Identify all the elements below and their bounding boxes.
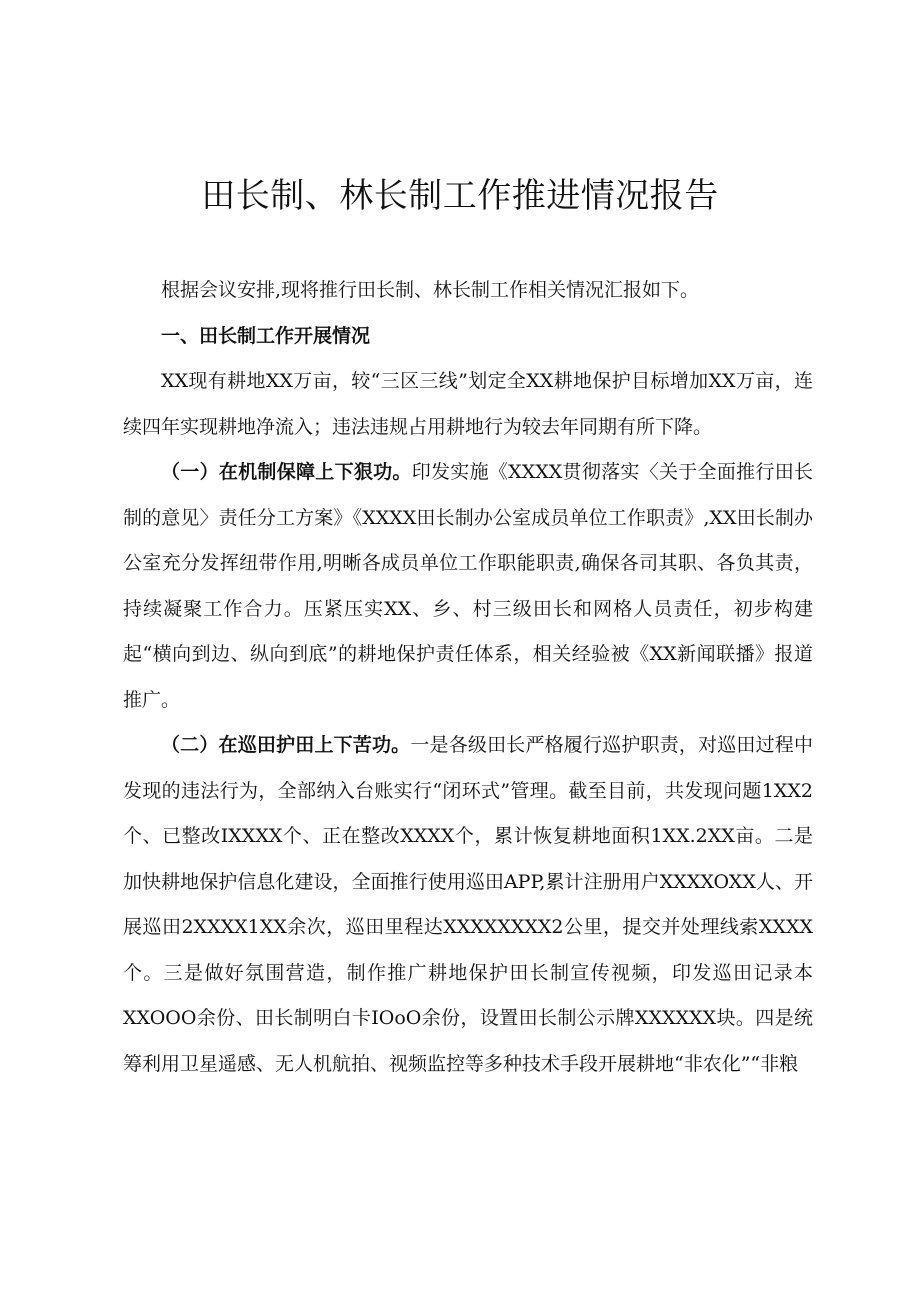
section-summary-paragraph: XX现有耕地XX万亩，较“三区三线”划定全XX耕地保护目标增加XX万亩，连续四年实现耕地净流入；违法违规占用耕地行为较去年同期有所下降。 bbox=[123, 370, 813, 438]
document-body bbox=[123, 268, 813, 1087]
document-title: 田长制、林长制工作推进情况报告 bbox=[201, 176, 719, 216]
intro-paragraph: 根据会议安排,现将推行田长制、林长制工作相关情况汇报如下。 bbox=[161, 279, 700, 301]
subsection-1-body: 印发实施《XXXX贯彻落实〈关于全面推行田长制的意见〉责任分工方案》《XXXX田长制办公室成员单位工作职责》,XX田长制办公室充分发挥纽带作用,明晰各成员单位工作职能职责,确保各司其职、各负其责，持续凝聚工作合力。压紧压实XX、乡、村三级田长和网格人员责任，初步构建起“横向到边、纵向到底”的耕地保护责任体系，相关经验被《XX新闻联播》报道推广。 bbox=[123, 461, 813, 711]
subsection-1-paragraph bbox=[123, 450, 813, 723]
subsection-2-body: 一是各级田长严格履行巡护职责，对巡田过程中发现的违法行为，全部纳入台账实行“闭环式”管理。截至目前，共发现问题1XX2个、已整改IXXXX个、正在整改XXXX个，累计恢复耕地面积1XX.2XX亩。二是加快耕地保护信息化建设，全面推行使用巡田APP,累计注册用户XXXXOXX人、开展巡田2XXXX1XX余次，巡田里程达XXXXXXXX2公里，提交并处理线索XXXX个。三是做好氛围营造，制作推广耕地保护田长制宣传视频，印发巡田记录本XXOOO余份、田长制明白卡IOoO余份，设置田长制公示牌XXXXXX块。四是统筹利用卫星遥感、无人机航拍、视频监控等多种技术手段开展耕地“非农化”“非粮 bbox=[123, 734, 813, 1075]
subsection-2-paragraph bbox=[123, 723, 813, 1087]
section-heading: 一、田长制工作开展情况 bbox=[161, 324, 371, 347]
subsection-2-lead: （二）在巡田护田上下苦功。 bbox=[161, 734, 411, 756]
subsection-1-lead: （一）在机制保障上下狠功。 bbox=[161, 461, 412, 483]
